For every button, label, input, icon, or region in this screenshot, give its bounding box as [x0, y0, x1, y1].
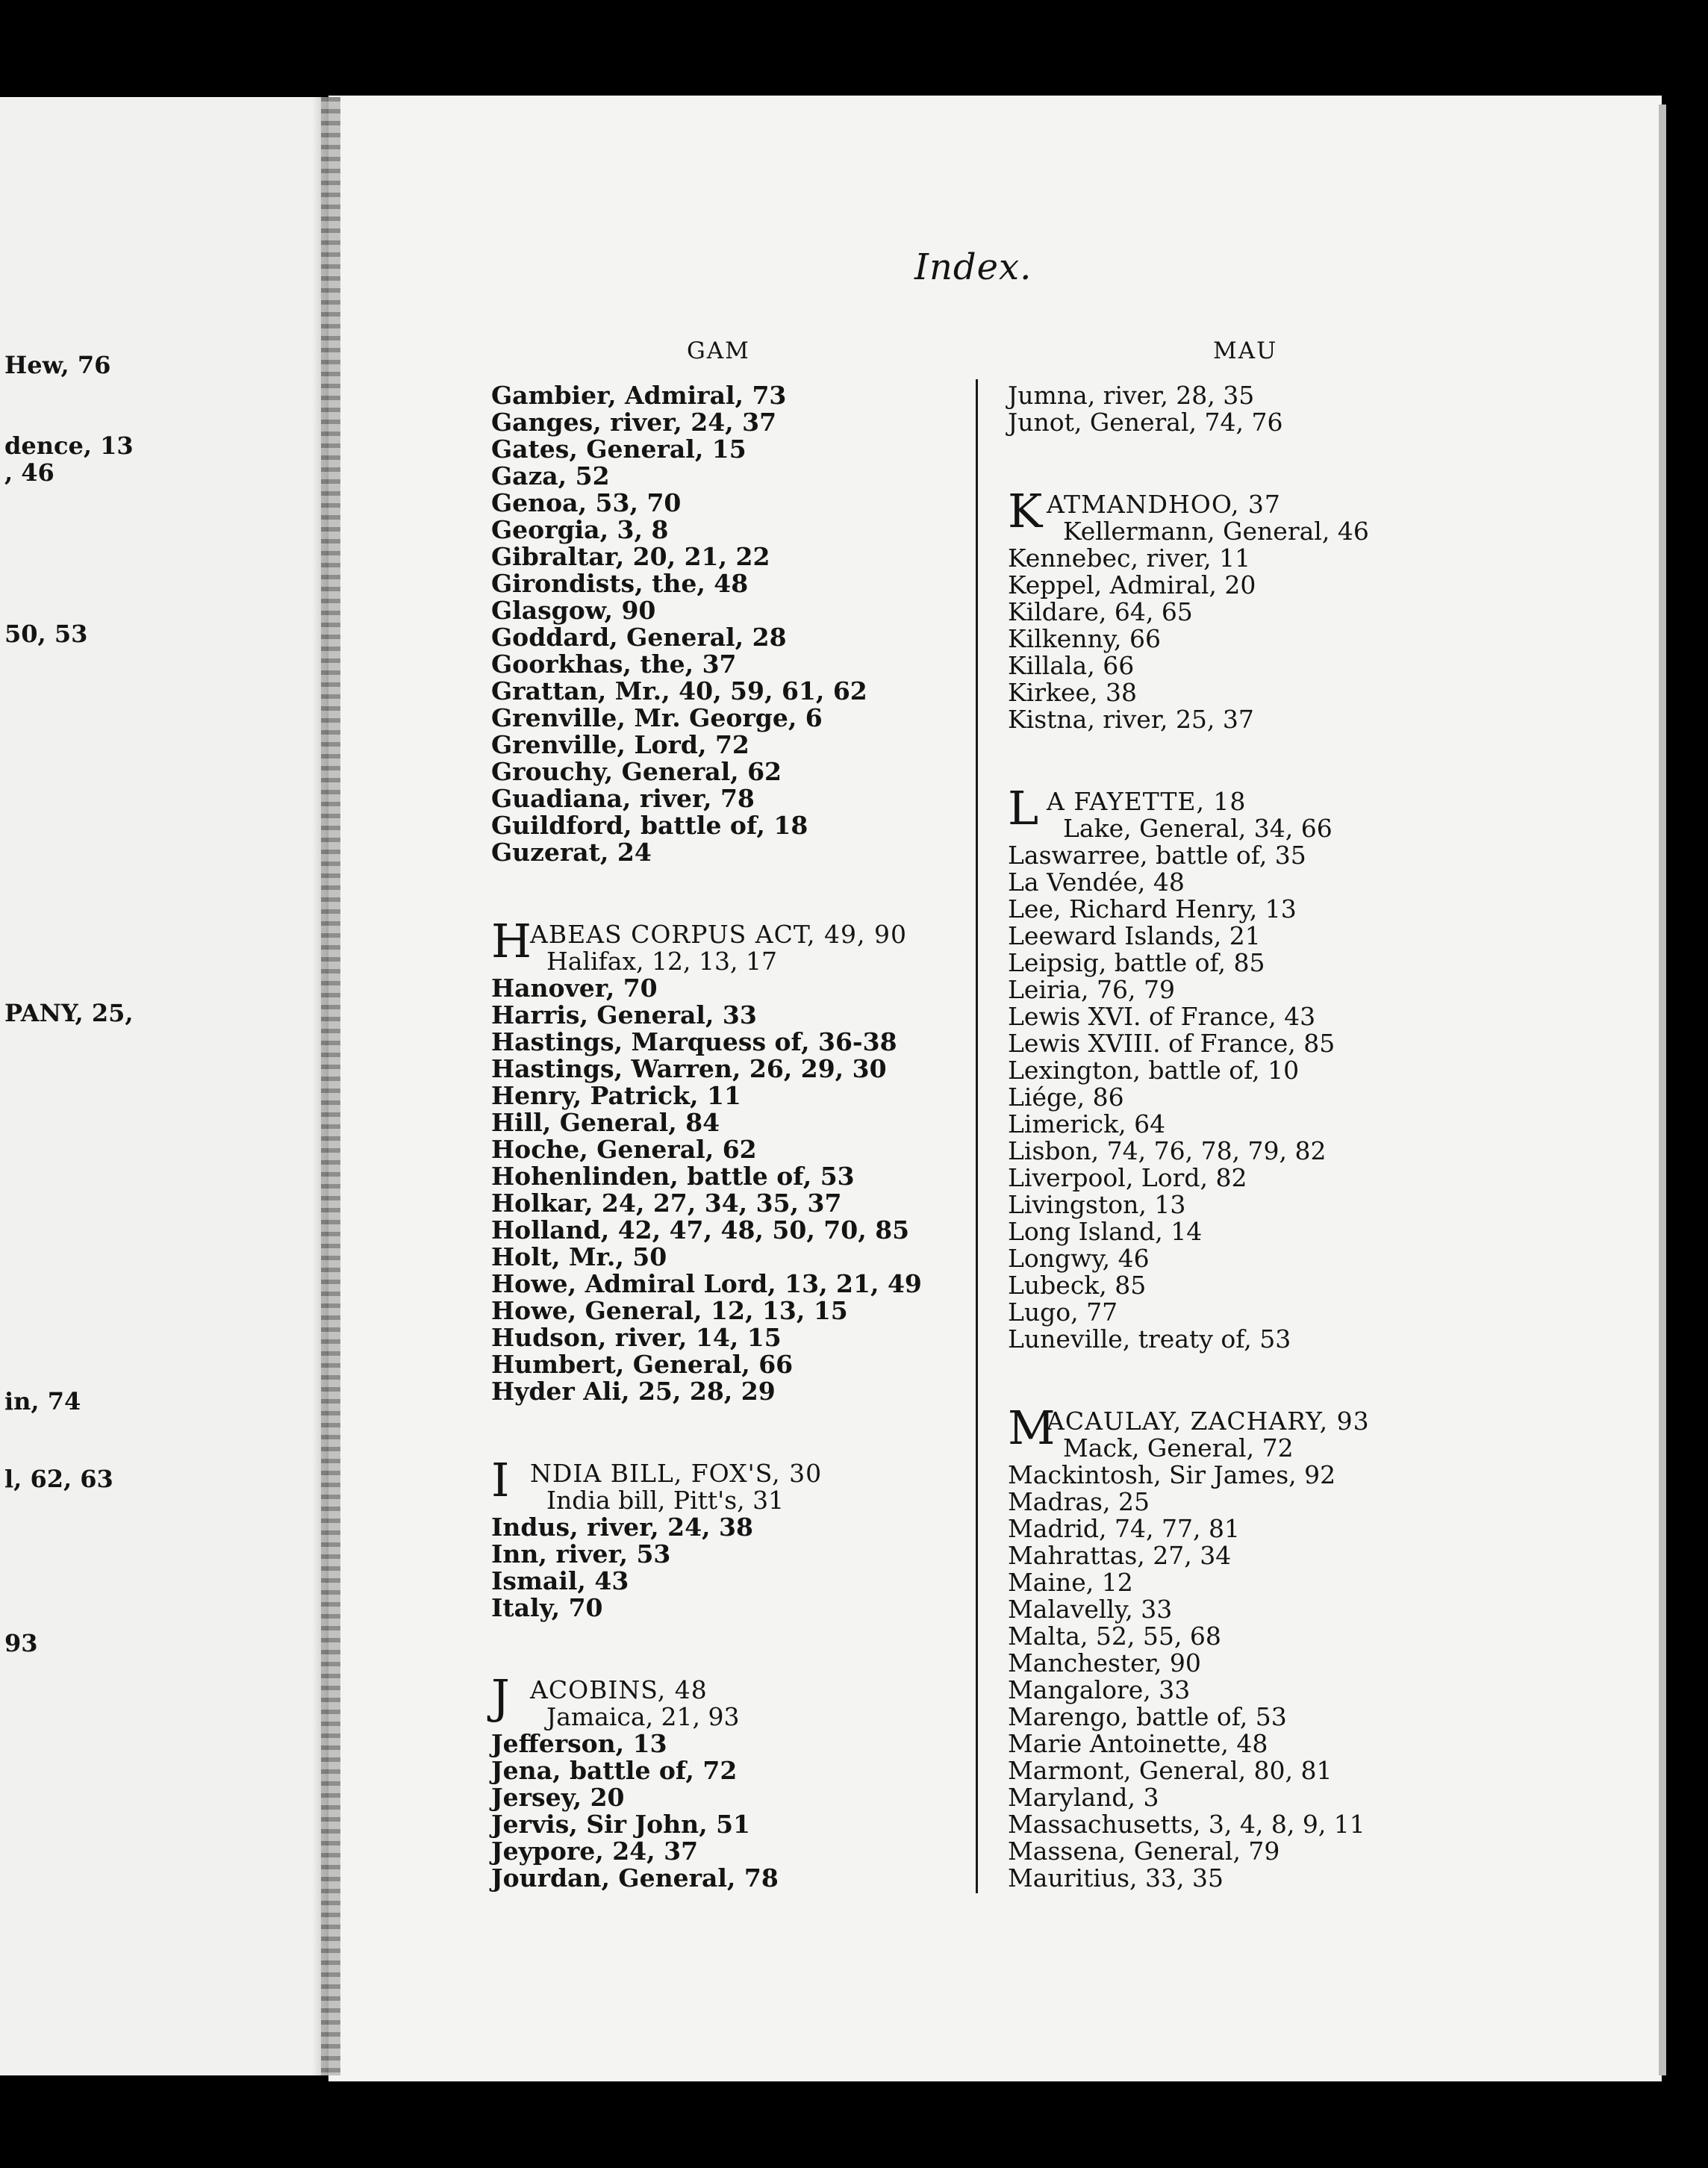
index-entry: Hastings, Warren, 26, 29, 30 [491, 1054, 887, 1083]
index-entry: Maryland, 3 [1008, 1783, 1159, 1812]
index-entry: Madras, 25 [1008, 1487, 1150, 1516]
index-entry: Marengo, battle of, 53 [1008, 1702, 1287, 1731]
index-entry: Mahrattas, 27, 34 [1008, 1541, 1232, 1570]
left-fragment: 93 [4, 1629, 38, 1657]
index-entry: Kilkenny, 66 [1008, 624, 1162, 653]
index-column-left [491, 382, 922, 1892]
index-entry: Hastings, Marquess of, 36-38 [491, 1027, 897, 1056]
index-entry: Leipsig, battle of, 85 [1008, 948, 1265, 977]
index-entry: Liverpool, Lord, 82 [1008, 1163, 1247, 1192]
left-fragment: , 46 [4, 458, 54, 487]
section-l [1008, 842, 1365, 1353]
index-entry: Junot, General, 74, 76 [1008, 408, 1283, 437]
heading-line: ATMANDHOO, 37 [1047, 490, 1281, 519]
index-entry: Genoa, 53, 70 [491, 488, 682, 517]
index-entry: Gaza, 52 [491, 461, 610, 490]
index-entry: Howe, General, 12, 13, 15 [491, 1296, 848, 1325]
index-entry: Liége, 86 [1008, 1083, 1124, 1112]
index-entry: Lisbon, 74, 76, 78, 79, 82 [1008, 1136, 1327, 1165]
index-entry: Gates, General, 15 [491, 434, 747, 464]
index-entry: Jersey, 20 [491, 1783, 625, 1812]
index-entry: Livingston, 13 [1008, 1190, 1186, 1219]
index-entry: Luneville, treaty of, 53 [1008, 1324, 1291, 1354]
index-entry: Jumna, river, 28, 35 [1008, 381, 1255, 410]
index-entry: Grenville, Lord, 72 [491, 730, 749, 759]
index-entry: Jefferson, 13 [491, 1729, 667, 1758]
index-entry: Longwy, 46 [1008, 1244, 1150, 1273]
drop-cap: H [491, 914, 532, 968]
index-entry: Leeward Islands, 21 [1008, 921, 1261, 950]
index-entry: Guildford, battle of, 18 [491, 811, 808, 840]
index-entry: Lee, Richard Henry, 13 [1008, 894, 1297, 923]
index-entry: Georgia, 3, 8 [491, 515, 669, 544]
heading-line: ABEAS CORPUS ACT, 49, 90 [530, 920, 907, 949]
index-entry: Holkar, 24, 27, 34, 35, 37 [491, 1189, 842, 1218]
running-head-right: MAU [1213, 337, 1278, 364]
index-entry: Glasgow, 90 [491, 596, 656, 625]
index-entry: Hudson, river, 14, 15 [491, 1323, 782, 1352]
index-entry: Marie Antoinette, 48 [1008, 1729, 1268, 1758]
heading-subline: Halifax, 12, 13, 17 [546, 947, 777, 976]
index-entry: Grattan, Mr., 40, 59, 61, 62 [491, 676, 867, 705]
index-entry: Long Island, 14 [1008, 1217, 1203, 1246]
index-entry: Harris, General, 33 [491, 1000, 757, 1030]
section-i [491, 1514, 922, 1622]
left-fragment: Hew, 76 [4, 351, 111, 379]
left-fragment: PANY, 25, [4, 999, 134, 1027]
index-entry: Holland, 42, 47, 48, 50, 70, 85 [491, 1215, 910, 1245]
index-entry: Guadiana, river, 78 [491, 784, 755, 813]
index-entry: Maine, 12 [1008, 1568, 1133, 1597]
heading-line: NDIA BILL, FOX'S, 30 [530, 1459, 823, 1488]
index-entry: Lewis XVI. of France, 43 [1008, 1002, 1316, 1031]
left-fragment: l, 62, 63 [4, 1465, 113, 1493]
heading-line: ACAULAY, ZACHARY, 93 [1047, 1407, 1370, 1436]
left-fragment: in, 74 [4, 1387, 81, 1415]
section-h [491, 975, 922, 1405]
section-heading-l [1008, 781, 1365, 843]
index-entry: Jeypore, 24, 37 [491, 1837, 699, 1866]
index-entry: Grenville, Mr. George, 6 [491, 703, 823, 732]
index-entry: Lexington, battle of, 10 [1008, 1056, 1300, 1085]
index-entry: Ismail, 43 [491, 1566, 629, 1595]
index-entry: Inn, river, 53 [491, 1539, 671, 1569]
index-entry: Hyder Ali, 25, 28, 29 [491, 1377, 776, 1406]
index-entry: Massachusetts, 3, 4, 8, 9, 11 [1008, 1810, 1365, 1839]
section-j [491, 1731, 922, 1892]
index-entry: Laswarree, battle of, 35 [1008, 841, 1306, 870]
heading-subline: Mack, General, 72 [1063, 1433, 1294, 1463]
drop-cap: L [1008, 781, 1039, 835]
section-heading-h [491, 914, 922, 976]
drop-cap: M [1008, 1401, 1056, 1455]
index-entry: Ganges, river, 24, 37 [491, 408, 777, 437]
left-fragment: dence, 13 [4, 432, 134, 460]
section-heading-i [491, 1453, 922, 1515]
heading-subline: Lake, General, 34, 66 [1063, 814, 1333, 843]
index-column-right [1008, 381, 1370, 1893]
index-entry: Girondists, the, 48 [491, 569, 749, 598]
index-entry: Lubeck, 85 [1008, 1271, 1147, 1300]
index-entry: Hanover, 70 [491, 974, 658, 1003]
index-entry: Mangalore, 33 [1008, 1675, 1191, 1704]
index-entry: Henry, Patrick, 11 [491, 1081, 741, 1110]
index-entry: Jourdan, General, 78 [491, 1863, 779, 1893]
index-entry: Hohenlinden, battle of, 53 [491, 1162, 855, 1191]
section-m [1008, 1462, 1365, 1892]
section-k [1008, 545, 1365, 733]
index-entry: Guzerat, 24 [491, 838, 652, 867]
index-entry: Malta, 52, 55, 68 [1008, 1622, 1221, 1651]
section-heading-j [491, 1669, 922, 1731]
section-heading-m [1008, 1401, 1370, 1463]
section-g [491, 382, 922, 866]
index-entry: Kennebec, river, 11 [1008, 543, 1251, 573]
drop-cap: K [1008, 484, 1043, 538]
index-entry: Keppel, Admiral, 20 [1008, 570, 1256, 599]
index-entry: Goddard, General, 28 [491, 623, 787, 652]
drop-cap: I [491, 1453, 510, 1507]
index-entry: Killala, 66 [1008, 651, 1135, 680]
index-entry: Lewis XVIII. of France, 85 [1008, 1029, 1335, 1058]
index-entry: Humbert, General, 66 [491, 1350, 794, 1379]
index-entry: Gambier, Admiral, 73 [491, 381, 787, 410]
left-fragment: 50, 53 [4, 620, 88, 648]
index-entry: Manchester, 90 [1008, 1648, 1201, 1678]
index-entry: Mauritius, 33, 35 [1008, 1863, 1224, 1893]
index-entry: Gibraltar, 20, 21, 22 [491, 542, 770, 571]
torn-page-edge [321, 97, 340, 2075]
section-j-cont [1008, 382, 1365, 436]
index-entry: Jena, battle of, 72 [491, 1756, 738, 1785]
heading-subline: Kellermann, General, 46 [1063, 517, 1369, 546]
index-entry: Indus, river, 24, 38 [491, 1513, 753, 1542]
drop-cap: J [491, 1669, 510, 1724]
index-entry: La Vendée, 48 [1008, 867, 1185, 897]
index-entry: Grouchy, General, 62 [491, 757, 782, 786]
page-edge [1659, 105, 1666, 2075]
index-entry: Hill, General, 84 [491, 1108, 720, 1137]
index-entry: Kirkee, 38 [1008, 678, 1138, 707]
index-entry: Marmont, General, 80, 81 [1008, 1756, 1333, 1785]
index-entry: Kildare, 64, 65 [1008, 597, 1193, 626]
section-heading-k [1008, 484, 1369, 546]
left-page-edge [0, 97, 343, 2075]
page-title: Index. [914, 246, 1032, 288]
heading-line: ACOBINS, 48 [530, 1675, 708, 1704]
running-head-left: GAM [687, 337, 750, 364]
index-entry: Limerick, 64 [1008, 1109, 1166, 1138]
index-entry: Holt, Mr., 50 [491, 1242, 667, 1271]
heading-line: A FAYETTE, 18 [1047, 787, 1247, 816]
index-entry: Mackintosh, Sir James, 92 [1008, 1460, 1336, 1489]
index-entry: Madrid, 74, 77, 81 [1008, 1514, 1240, 1543]
index-entry: Lugo, 77 [1008, 1298, 1118, 1327]
index-entry: Malavelly, 33 [1008, 1595, 1173, 1624]
index-entry: Leiria, 76, 79 [1008, 975, 1175, 1004]
index-entry: Howe, Admiral Lord, 13, 21, 49 [491, 1269, 922, 1298]
heading-subline: Jamaica, 21, 93 [546, 1702, 740, 1731]
index-entry: Jervis, Sir John, 51 [491, 1810, 751, 1839]
index-entry: Massena, General, 79 [1008, 1837, 1280, 1866]
index-entry: Italy, 70 [491, 1593, 603, 1622]
index-entry: Kistna, river, 25, 37 [1008, 705, 1254, 734]
column-divider [976, 379, 978, 1893]
index-entry: Hoche, General, 62 [491, 1135, 757, 1164]
index-entry: Goorkhas, the, 37 [491, 650, 737, 679]
heading-subline: India bill, Pitt's, 31 [546, 1486, 785, 1515]
